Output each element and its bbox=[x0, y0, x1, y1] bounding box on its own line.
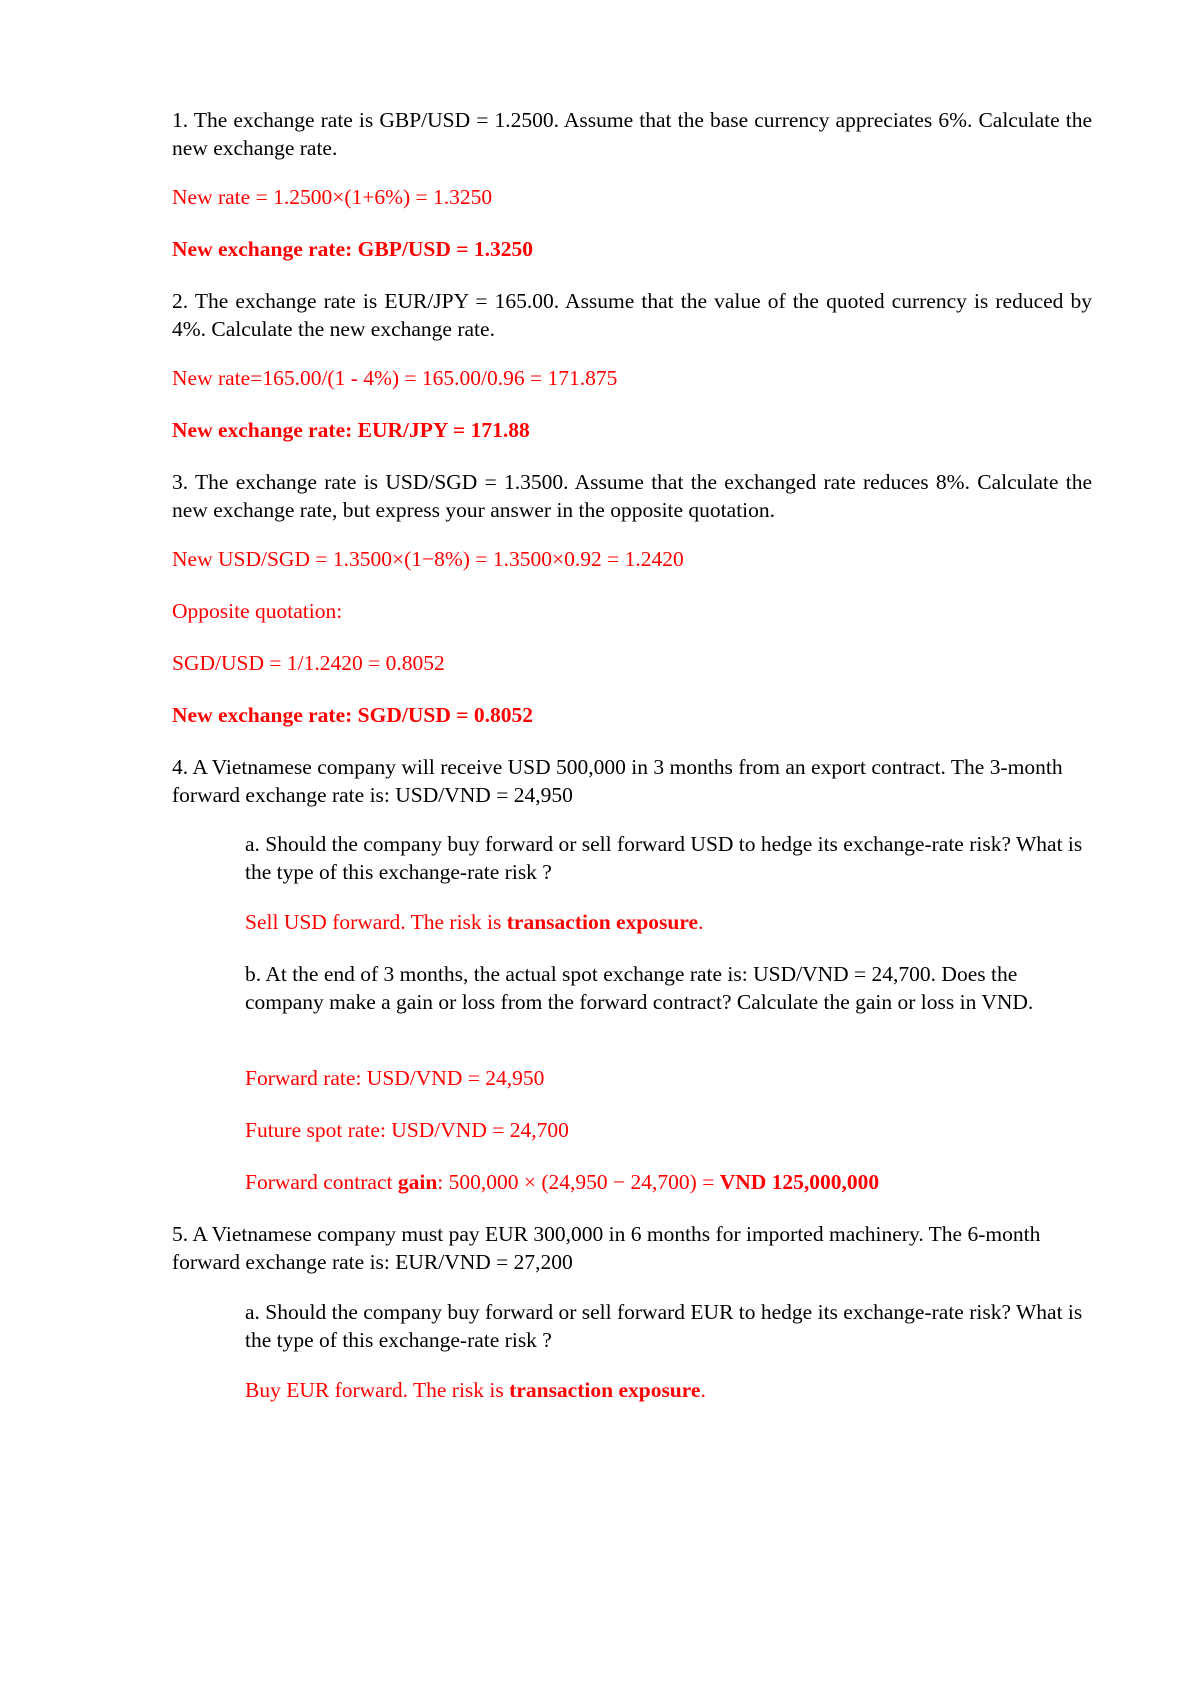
q3-result: New exchange rate: SGD/USD = 0.8052 bbox=[172, 703, 533, 727]
q4a-answer-emphasis: transaction exposure bbox=[506, 910, 699, 934]
q4a-answer-end: . bbox=[698, 910, 704, 934]
q4b-gain-emphasis: gain bbox=[397, 1170, 438, 1194]
q3-calculation: New USD/SGD = 1.3500×(1−8%) = 1.3500×0.92 = 1.2420 bbox=[172, 547, 684, 571]
q4a-answer-text: Sell USD forward. The risk is bbox=[245, 910, 507, 934]
q4b-gain-prefix: Forward contract bbox=[245, 1170, 398, 1194]
q1-question: 1. The exchange rate is GBP/USD = 1.2500. Assume that the base currency appreciates 6%. Calculate the new exchange rate. bbox=[172, 108, 1092, 160]
q3-opposite-calculation: SGD/USD = 1/1.2420 = 0.8052 bbox=[172, 651, 445, 675]
q3-question: 3. The exchange rate is USD/SGD = 1.3500. Assume that the exchanged rate reduces 8%. Calculate the new exchange rate, but express your answer in the opposite quotation. bbox=[172, 470, 1092, 522]
q4b-future-spot-rate: Future spot rate: USD/VND = 24,700 bbox=[245, 1118, 569, 1142]
q4a-question: a. Should the company buy forward or sell forward USD to hedge its exchange-rate risk? What is the type of this exchange-rate risk ? bbox=[245, 832, 1083, 884]
q5a-question: a. Should the company buy forward or sell forward EUR to hedge its exchange-rate risk? What is the type of this exchange-rate risk ? bbox=[245, 1300, 1083, 1352]
q1-calculation: New rate = 1.2500×(1+6%) = 1.3250 bbox=[172, 185, 493, 209]
q5a-answer-emphasis: transaction exposure bbox=[509, 1378, 701, 1402]
q4-question: 4. A Vietnamese company will receive USD 500,000 in 3 months from an export contract. The 3-month forward exchange rate is: USD/VND = 24,950 bbox=[172, 755, 1063, 807]
q5a-answer-end: . bbox=[700, 1378, 706, 1402]
q4a-answer bbox=[245, 908, 1092, 936]
q4b-gain-calculation bbox=[245, 1168, 1092, 1196]
q1-result: New exchange rate: GBP/USD = 1.3250 bbox=[172, 237, 533, 261]
q2-calculation: New rate=165.00/(1 - 4%) = 165.00/0.96 = 171.875 bbox=[172, 366, 618, 390]
q4b-question: b. At the end of 3 months, the actual spot exchange rate is: USD/VND = 24,700. Does the company make a gain or loss from the forward contract? Calculate the gain or loss in VND. bbox=[245, 962, 1034, 1014]
q2-question: 2. The exchange rate is EUR/JPY = 165.00. Assume that the value of the quoted currency is reduced by 4%. Calculate the new exchange rate. bbox=[172, 289, 1092, 341]
q4b-gain-result: VND 125,000,000 bbox=[719, 1170, 880, 1194]
q2-result: New exchange rate: EUR/JPY = 171.88 bbox=[172, 418, 530, 442]
q5a-answer-text: Buy EUR forward. The risk is bbox=[245, 1378, 510, 1402]
q5-question: 5. A Vietnamese company must pay EUR 300,000 in 6 months for imported machinery. The 6-month forward exchange rate is: EUR/VND = 27,200 bbox=[172, 1222, 1041, 1274]
q5a-answer bbox=[245, 1376, 1092, 1404]
q4b-gain-formula: : 500,000 × (24,950 − 24,700) = bbox=[437, 1170, 720, 1194]
q3-opposite-label: Opposite quotation: bbox=[172, 599, 343, 623]
q4b-forward-rate: Forward rate: USD/VND = 24,950 bbox=[245, 1066, 545, 1090]
